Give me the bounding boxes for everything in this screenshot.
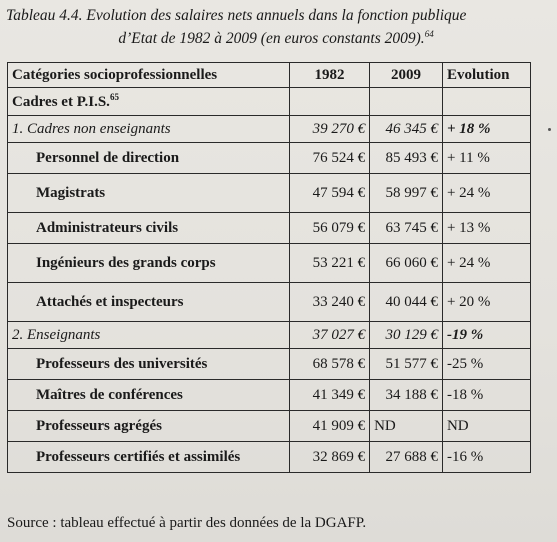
value-2009: 27 688 € xyxy=(370,442,443,473)
source-note: Source : tableau effectué à partir des données de la DGAFP. xyxy=(7,515,367,531)
value-2009: ND xyxy=(370,411,443,442)
value-evolution: -19 % xyxy=(442,322,530,349)
value-evolution: + 11 % xyxy=(442,143,530,174)
table-row xyxy=(8,349,531,380)
row-label: 2. Enseignants xyxy=(8,322,290,349)
value-1982: 39 270 € xyxy=(289,116,369,143)
value-evolution: ND xyxy=(442,411,530,442)
value-2009: 51 577 € xyxy=(370,349,443,380)
value-2009: 30 129 € xyxy=(370,322,443,349)
row-label: 1. Cadres non enseignants xyxy=(8,116,290,143)
value-evolution: + 24 % xyxy=(442,174,530,213)
section-label: Cadres et P.I.S. xyxy=(12,94,110,110)
value-1982: 32 869 € xyxy=(289,442,369,473)
table-row xyxy=(8,411,531,442)
value-evolution: + 20 % xyxy=(442,283,530,322)
value-evolution: -25 % xyxy=(442,349,530,380)
value-evolution: -18 % xyxy=(442,380,530,411)
value-evolution: + 24 % xyxy=(442,244,530,283)
value-evolution: + 18 % xyxy=(442,116,530,143)
table-row xyxy=(8,283,531,322)
value-1982: 68 578 € xyxy=(289,349,369,380)
table-row xyxy=(8,244,531,283)
value-2009: 40 044 € xyxy=(370,283,443,322)
header-2009: 2009 xyxy=(370,63,443,88)
row-label: Attachés et inspecteurs xyxy=(8,283,290,322)
row-label: Professeurs certifiés et assimilés xyxy=(8,442,290,473)
value-2009: 34 188 € xyxy=(370,380,443,411)
caption-footnote-ref: 64 xyxy=(424,29,434,39)
table-row xyxy=(8,116,531,143)
table-row xyxy=(8,213,531,244)
value-1982: 41 349 € xyxy=(289,380,369,411)
value-1982: 41 909 € xyxy=(289,411,369,442)
row-label: Personnel de direction xyxy=(8,143,290,174)
section-footnote-ref: 65 xyxy=(109,92,119,102)
header-categories: Catégories socioprofessionnelles xyxy=(8,63,290,88)
row-label: Ingénieurs des grands corps xyxy=(8,244,290,283)
value-1982: 76 524 € xyxy=(289,143,369,174)
table-caption xyxy=(6,6,546,48)
table-row xyxy=(8,322,531,349)
caption-line-1: Tableau 4.4. Evolution des salaires nets annuels dans la fonction publique xyxy=(6,7,467,24)
section-label-cell xyxy=(8,88,290,116)
empty-cell xyxy=(370,88,443,116)
row-label: Professeurs des universités xyxy=(8,349,290,380)
salary-table xyxy=(7,62,531,473)
empty-cell xyxy=(442,88,530,116)
row-label: Maîtres de conférences xyxy=(8,380,290,411)
value-2009: 66 060 € xyxy=(370,244,443,283)
value-1982: 37 027 € xyxy=(289,322,369,349)
row-label: Professeurs agrégés xyxy=(8,411,290,442)
value-1982: 56 079 € xyxy=(289,213,369,244)
caption-line-2: d’Etat de 1982 à 2009 (en euros constants 2009). xyxy=(118,30,425,48)
value-evolution: -16 % xyxy=(442,442,530,473)
row-label: Administrateurs civils xyxy=(8,213,290,244)
section-row xyxy=(8,88,531,116)
table-row xyxy=(8,380,531,411)
table-header-row xyxy=(8,63,531,88)
header-1982: 1982 xyxy=(289,63,369,88)
value-evolution: + 13 % xyxy=(442,213,530,244)
value-1982: 53 221 € xyxy=(289,244,369,283)
value-2009: 58 997 € xyxy=(370,174,443,213)
table-row xyxy=(8,442,531,473)
value-2009: 63 745 € xyxy=(370,213,443,244)
page-speck xyxy=(548,128,551,131)
table-row xyxy=(8,143,531,174)
row-label: Magistrats xyxy=(8,174,290,213)
value-1982: 33 240 € xyxy=(289,283,369,322)
header-evolution: Evolution xyxy=(442,63,530,88)
empty-cell xyxy=(289,88,369,116)
table-row xyxy=(8,174,531,213)
value-2009: 46 345 € xyxy=(370,116,443,143)
value-2009: 85 493 € xyxy=(370,143,443,174)
value-1982: 47 594 € xyxy=(289,174,369,213)
